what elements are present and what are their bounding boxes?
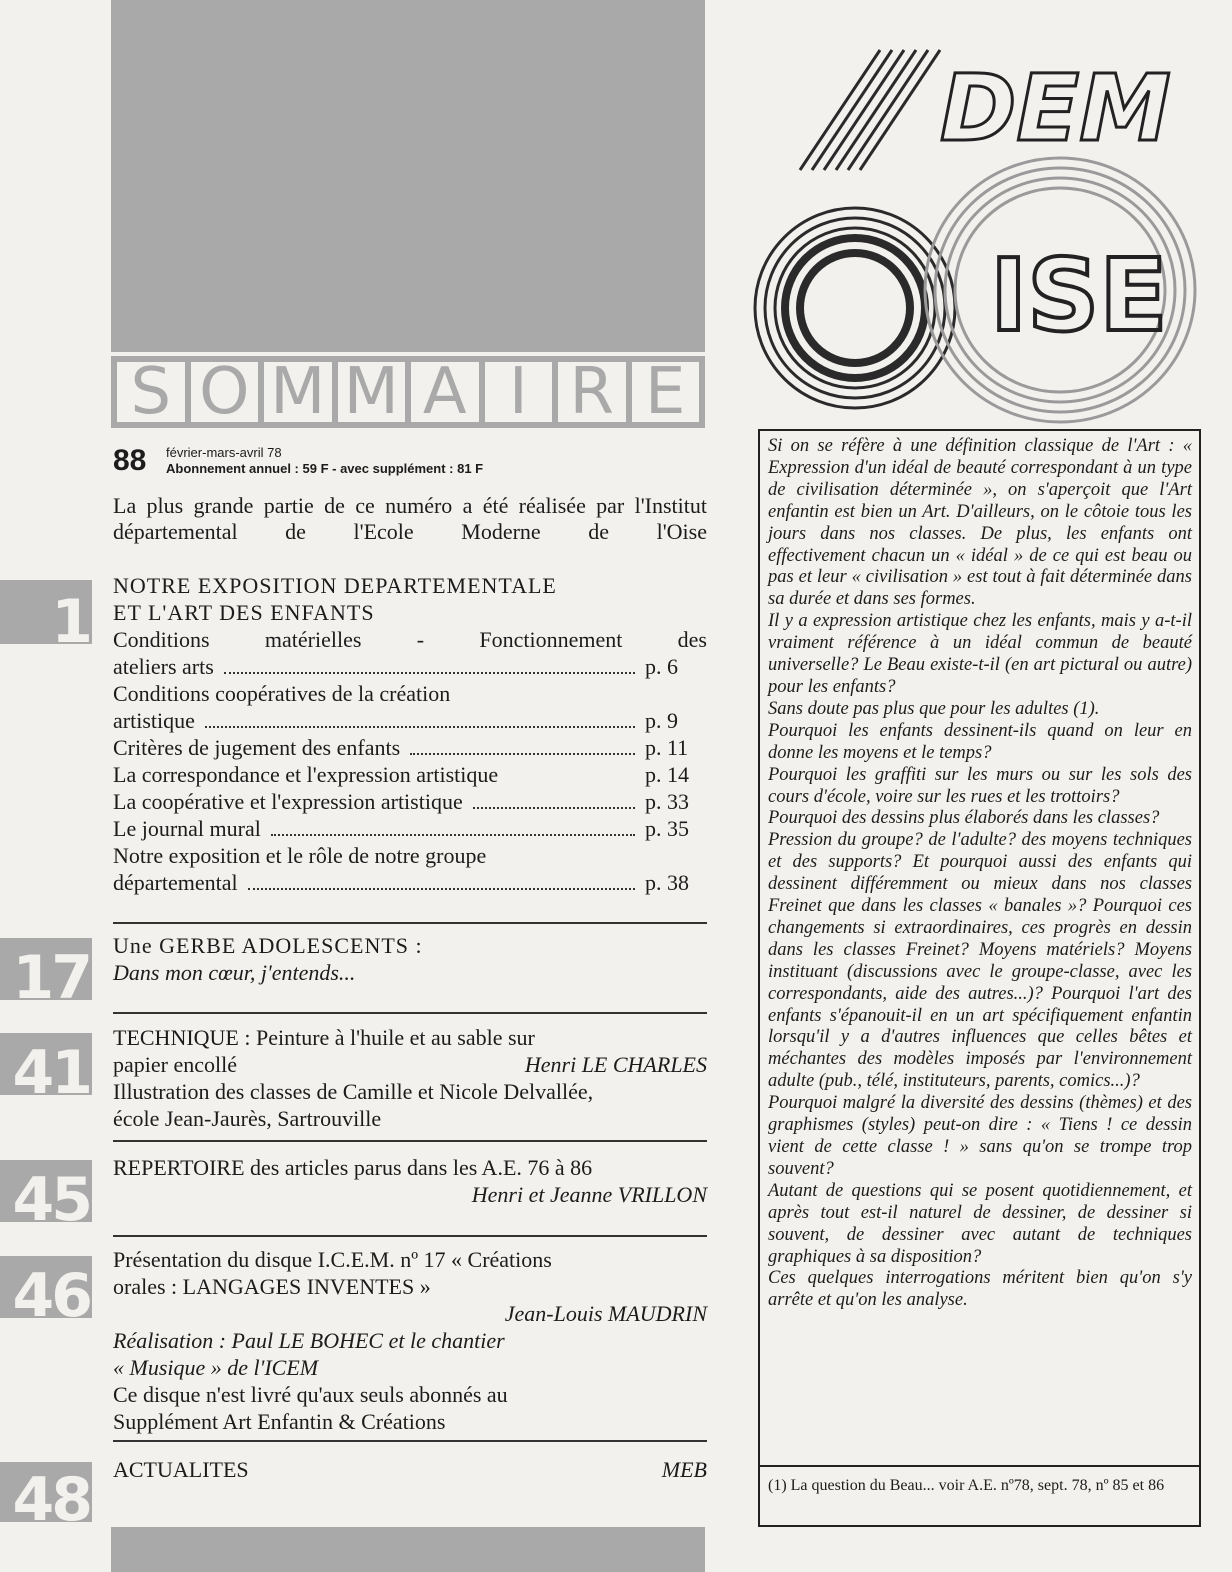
toc-page: p. 35 [645,816,689,841]
author: MEB [661,1457,707,1482]
sommaire-letter: I [485,362,553,422]
toc-entry-title: ateliers arts [113,654,214,679]
toc-entry-line: Conditions matérielles - Fonctionnement des [113,627,707,652]
author: Jean-Louis MAUDRIN [504,1301,707,1326]
section-text: « Musique » de l'ICEM [113,1355,319,1380]
paragraph: Pression du groupe? de l'adulte? des moyens techniques et des supports? Et pourquoi aussi des enfants qui dessinent différemment ou mieux dans nos classes Freinet que dans les classes « banales »? Pourquoi ces changements si extraordinaires, ces progrès en dessin dans les classes Freinet? Moyens matériels? Moyens instituant (discussions avec le groupe-classe, avec les correspondants, aide des autres...)? Pourquoi l'art des enfants s'épanouit-il en un art spécifiquement enfantin lorsqu'il y a d'autres influences que celles bêtes et méchantes des modèles imposés par l'environnement adulte (pub., télé, instituteurs, parents, comics...)? [768,830,1192,1092]
section-text: Illustration des classes de Camille et Nicole Delvallée, [113,1079,594,1104]
paragraph: Sans doute pas plus que pour les adultes (1). [768,698,1100,719]
toc-entry-title: Le journal mural [113,816,261,841]
toc-page: p. 6 [645,654,678,679]
author: Henri et Jeanne VRILLON [471,1182,707,1207]
paragraph: Ces quelques interrogations méritent bien qu'on s'y arrête et qu'on les analyse. [768,1268,1192,1311]
section-17 [113,932,707,986]
divider [113,922,707,924]
toc-page: p. 11 [645,735,689,760]
toc-entry [113,788,707,815]
paragraph: Pourquoi les enfants dessinent-ils quand on leur en donne les moyens et le temps? [768,720,1192,763]
paragraph: Autant de questions qui se posent quotidiennement, et après tout est-il naturel de dessiner, de dessiner si souvent, de dessiner avec autant de techniques graphiques à sa disposition? [768,1180,1192,1267]
top-gray-panel [111,0,705,352]
intro-text: La plus grande partie de ce numéro a été réalisée par l'Institut départemental de l'Ecole Moderne de l'Oise [113,493,707,544]
section-48 [113,1456,707,1483]
section-title: ET L'ART DES ENFANTS [113,600,375,625]
section-tab-45: 45 [0,1160,92,1222]
logo-ise-text: ISE [990,237,1168,354]
sommaire-letter: M [338,362,406,422]
divider [113,1235,707,1237]
sommaire-letter: R [558,362,626,422]
section-text: papier encollé [113,1052,237,1077]
section-tab-17: 17 [0,938,92,1000]
toc-page: p. 33 [645,789,689,814]
section-text: école Jean-Jaurès, Sartrouville [113,1106,382,1131]
toc-entry [113,869,707,896]
toc-entry [113,815,707,842]
toc-page: p. 9 [645,708,678,733]
section-text: orales : LANGAGES INVENTES » [113,1274,431,1299]
author: Henri LE CHARLES [524,1052,707,1077]
section-title: NOTRE EXPOSITION DEPARTEMENTALE [113,573,557,598]
sommaire-heading [111,356,705,428]
section-title: REPERTOIRE des articles parus dans les A.E. 76 à 86 [113,1155,593,1180]
logo-dem-text: DEM [940,55,1171,162]
section-title: Présentation du disque I.C.E.M. nº 17 « Créations [113,1247,552,1272]
paragraph: Il y a expression artistique chez les enfants, mais y a-t-il vraiment référence à un idéal commun de beauté universelle? Le Beau existe-t-il (en art pictural ou autre) pour les enfants? [768,611,1192,697]
section-tab-41: 41 [0,1033,92,1095]
sommaire-letter: E [632,362,700,422]
paragraph: Pourquoi des dessins plus élaborés dans les classes? [768,808,1160,829]
divider [113,1012,707,1014]
section-text: Ce disque n'est livré qu'aux seuls abonnés au [113,1382,508,1407]
footnote: (1) La question du Beau... voir A.E. nº78, sept. 78, nº 85 et 86 [768,1477,1165,1494]
leader-dots [224,672,635,674]
section-41 [113,1024,707,1132]
paragraph: Si on se réfère à une définition classique de l'Art : « Expression d'un idéal de beauté correspondant à un type de civilisation déterminée », on s'aperçoit que l'Art enfantin est bien un Art. D'ailleurs, on le côtoie tous les jours dans nos classes. De plus, les enfants ont effectivement chacun un « idéal » de ce qui est beau ou pas et leur « civilisation » est tout à fait déterminée dans sa durée et dans ses formes. [768,436,1192,610]
section-subtitle: Dans mon cœur, j'entends... [113,960,356,985]
toc-entry [113,707,707,734]
section-title: ACTUALITES [113,1457,249,1482]
toc-entry-title: départemental [113,870,238,895]
leader-dots [410,753,635,755]
section-tab-1: 1 [0,580,92,644]
bottom-gray-panel [111,1527,705,1572]
toc-entry [113,734,707,761]
issue-number: 88 [113,444,147,477]
section-text: Supplément Art Enfantin & Créations [113,1409,446,1434]
sommaire-letter: O [191,362,259,422]
toc-entry-title: La coopérative et l'expression artistique [113,789,463,814]
subscription-info: Abonnement annuel : 59 F - avec supplément : 81 F [166,461,484,476]
section-45 [113,1154,707,1208]
leader-dots [473,807,635,809]
section-title: TECHNIQUE : Peinture à l'huile et au sable sur [113,1025,535,1050]
toc-entry-line: Conditions coopératives de la création [113,681,451,706]
toc-page: p. 38 [645,870,689,895]
issue-date: février-mars-avril 78 [166,445,282,460]
sommaire-letter: M [264,362,332,422]
toc-entry-line: Notre exposition et le rôle de notre groupe [113,843,487,868]
divider [113,1140,707,1142]
idem-oise-logo [740,40,1220,430]
toc-entry-title: La correspondance et l'expression artistique [113,762,499,787]
toc-entry-title: Critères de jugement des enfants [113,735,401,760]
section-text: Réalisation : Paul LE BOHEC et le chantier [113,1328,505,1353]
paragraph: Pourquoi malgré la diversité des dessins (thèmes) et des graphismes (styles) peut-on dire : « Tiens ! ce dessin vient de cette classe ! » sans qu'on se trompe trop souvent? [768,1093,1192,1179]
toc-entry [113,653,707,680]
paragraph: Pourquoi les graffiti sur les murs ou sur les sols des cours d'école, voire sur les rues et les trottoirs? [768,764,1192,807]
section-46 [113,1246,707,1435]
sommaire-letter: A [411,362,479,422]
section-title: Une GERBE ADOLESCENTS : [113,933,423,958]
section-tab-46: 46 [0,1256,92,1318]
toc-entry-title: artistique [113,708,195,733]
footnote-divider [758,1465,1201,1467]
leader-dots [271,834,635,836]
toc-page: p. 14 [645,762,689,787]
leader-dots [248,888,635,890]
divider [113,1440,707,1442]
section-1 [113,572,707,896]
leader-dots [205,726,635,728]
toc-entry [113,761,707,788]
sommaire-letter: S [117,362,185,422]
editorial-text [768,436,1192,1312]
section-tab-48: 48 [0,1462,92,1522]
